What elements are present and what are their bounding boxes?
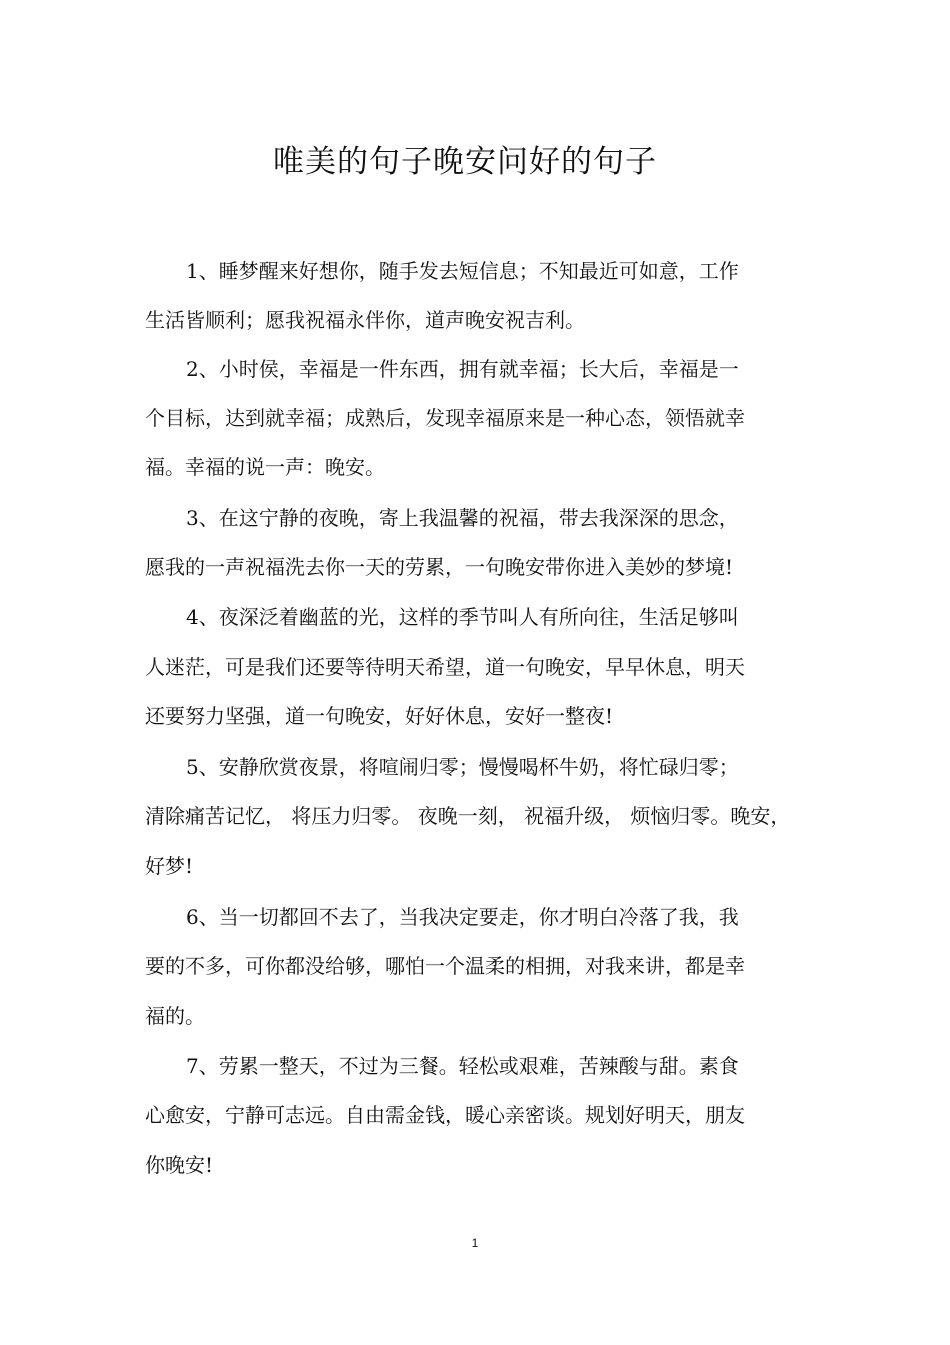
paragraph-7-line-3: 你晚安! <box>145 1153 214 1177</box>
paragraph-7-line-1: 7、劳累一整天，不过为三餐。轻松或艰难，苦辣酸与甜。素食 <box>186 1054 739 1078</box>
paragraph-4-line-1: 4、夜深泛着幽蓝的光，这样的季节叫人有所向往，生活足够叫 <box>186 605 739 629</box>
paragraph-3-line-2: 愿我的一声祝福洗去你一天的劳累，一句晚安带你进入美妙的梦境! <box>145 555 734 579</box>
document-title: 唯美的句子晚安问好的句子 <box>273 144 657 180</box>
page-number: 1 <box>471 1236 479 1250</box>
paragraph-1-line-1: 1、睡梦醒来好想你，随手发去短信息；不知最近可如意，工作 <box>186 259 739 283</box>
paragraph-2-line-2: 个目标，达到就幸福；成熟后，发现幸福原来是一种心态，领悟就幸 <box>145 406 745 430</box>
paragraph-5-line-1: 5、安静欣赏夜景，将喧闹归零；慢慢喝杯牛奶，将忙碌归零； <box>186 755 739 779</box>
paragraph-3-line-1: 3、在这宁静的夜晚，寄上我温馨的祝福，带去我深深的思念， <box>186 506 739 530</box>
paragraph-7-line-2: 心愈安，宁静可志远。自由需金钱，暖心亲密谈。规划好明天，朋友 <box>145 1103 745 1127</box>
paragraph-2-line-1: 2、小时侯，幸福是一件东西，拥有就幸福；长大后，幸福是一 <box>186 357 739 381</box>
paragraph-6-line-3: 福的。 <box>145 1004 205 1028</box>
paragraph-5-line-3: 好梦! <box>145 854 194 878</box>
paragraph-6-line-1: 6、当一切都回不去了，当我决定要走，你才明白冷落了我，我 <box>186 905 739 929</box>
paragraph-5-line-2: 清除痛苦记忆， 将压力归零。 夜晚一刻， 祝福升级， 烦恼归零。晚安， <box>145 804 791 828</box>
paragraph-4-line-3: 还要努力坚强，道一句晚安，好好休息，安好一整夜! <box>145 704 614 728</box>
paragraph-4-line-2: 人迷茫，可是我们还要等待明天希望，道一句晚安，早早休息，明天 <box>145 655 745 679</box>
paragraph-2-line-3: 福。幸福的说一声：晚安。 <box>145 455 385 479</box>
paragraph-1-line-2: 生活皆顺利；愿我祝福永伴你，道声晚安祝吉利。 <box>145 308 585 332</box>
paragraph-6-line-2: 要的不多，可你都没给够，哪怕一个温柔的相拥，对我来讲，都是幸 <box>145 954 745 978</box>
